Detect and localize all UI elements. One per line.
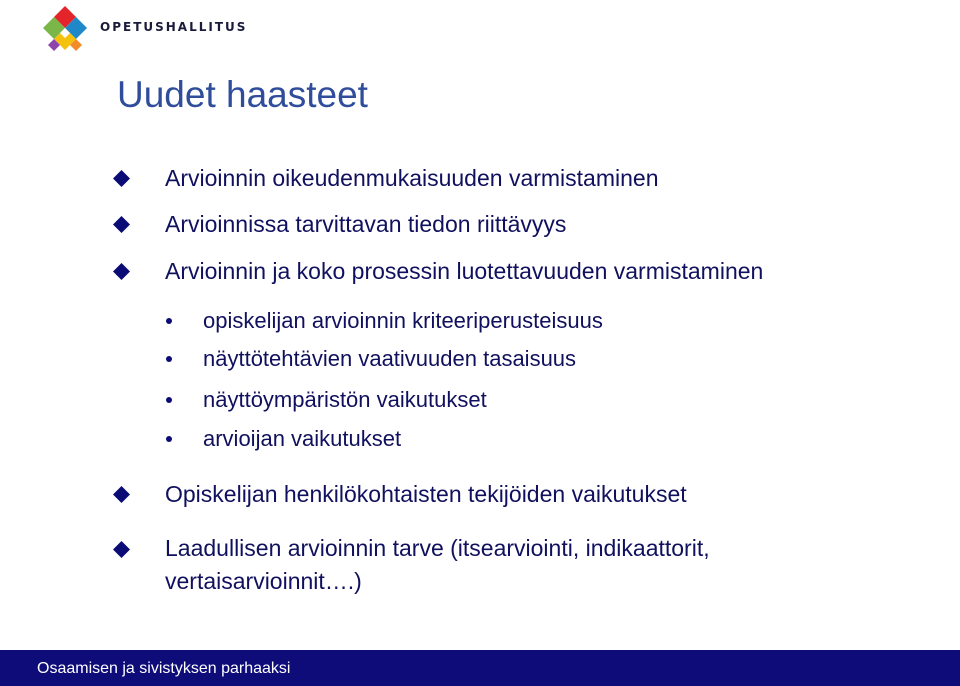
list-item-text: Arvioinnissa tarvittavan tiedon riittävyys [165, 211, 567, 237]
dot-bullet-icon [166, 356, 172, 362]
dot-bullet-icon [166, 397, 172, 403]
sub-list-item-text: näyttöympäristön vaikutukset [203, 387, 487, 412]
diamond-bullet-icon [113, 263, 130, 280]
sub-list-item-text: näyttötehtävien vaativuuden tasaisuus [203, 346, 577, 371]
list-item-text: Opiskelijan henkilökohtaisten tekijöiden vaikutukset [165, 481, 687, 507]
slide-title: Uudet haasteet [117, 74, 368, 115]
org-name: OPETUSHALLITUS [100, 20, 248, 34]
list-item-text [165, 532, 710, 598]
list-item-text: Arvioinnin ja koko prosessin luotettavuuden varmistaminen [165, 258, 764, 284]
sub-list-item-text: arvioijan vaikutukset [203, 426, 402, 451]
dot-bullet-icon [166, 436, 172, 442]
dot-bullet-icon [166, 318, 172, 324]
list-item-line: vertaisarvioinnit….) [165, 568, 362, 594]
diamond-bullet-icon [113, 216, 130, 233]
sub-list-item-text: opiskelijan arvioinnin kriteeriperusteisuus [203, 308, 603, 333]
list-item-text: Arvioinnin oikeudenmukaisuuden varmistaminen [165, 165, 659, 191]
diamond-bullet-icon [113, 170, 130, 187]
author-name: Anu Räisänen [781, 626, 862, 640]
footer-tagline: Osaamisen ja sivistyksen parhaaksi [37, 660, 291, 677]
list-item-line: Laadullisen arvioinnin tarve (itsearviointi, indikaattorit, [165, 535, 710, 561]
diamond-bullet-icon [113, 541, 130, 558]
diamond-bullet-icon [113, 486, 130, 503]
